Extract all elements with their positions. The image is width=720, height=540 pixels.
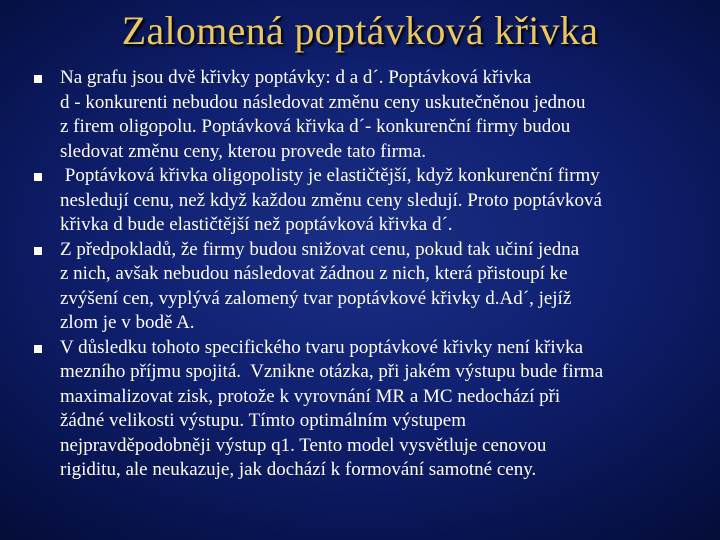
bullet-line: nesledují cenu, než když každou změnu ceny sledují. Proto poptávková (60, 189, 602, 211)
bullet-list (32, 66, 712, 483)
bullet-line: V důsledku tohoto specifického tvaru poptávkové křivky není křivka (60, 336, 584, 358)
bullet-item-1 (32, 66, 712, 164)
bullet-line: d - konkurenti nebudou následovat změnu ceny uskutečněnou jednou (60, 91, 586, 113)
square-bullet-icon (34, 345, 42, 353)
bullet-item-4 (32, 336, 712, 483)
bullet-line: z firem oligopolu. Poptávková křivka d´- konkurenční firmy budou (60, 116, 571, 137)
bullet-line: Na grafu jsou dvě křivky poptávky: d a d´. Poptávková křivka (60, 67, 532, 88)
slide-title: Zalomená poptávková křivka (121, 8, 599, 53)
bullet-line: z nich, avšak nebudou následovat žádnou z nich, která přistoupí ke (60, 263, 568, 284)
bullet-line: nejpravděpodobněji výstup q1. Tento model vysvětluje cenovou (60, 434, 547, 456)
bullet-item-2 (32, 164, 712, 238)
square-bullet-icon (34, 247, 42, 255)
bullet-line: sledovat změnu ceny, kterou provede tato firma. (60, 140, 426, 162)
bullet-line: Poptávková křivka oligopolisty je elastičtější, když konkurenční firmy (60, 165, 600, 186)
bullet-line: maximalizovat zisk, protože k vyrovnání MR a MC nedochází při (60, 385, 561, 407)
bullet-line: zlom je v bodě A. (60, 312, 195, 333)
square-bullet-icon (34, 75, 42, 83)
bullet-line: mezního příjmu spojitá. Vznikne otázka, při jakém výstupu bude firma (60, 361, 604, 382)
bullet-item-3 (32, 238, 712, 336)
bullet-line: křivka d bude elastičtější než poptávková křivka d´. (60, 214, 453, 235)
square-bullet-icon (34, 173, 42, 181)
bullet-line: žádné velikosti výstupu. Tímto optimálním výstupem (60, 410, 467, 431)
bullet-line: zvýšení cen, vyplývá zalomený tvar poptávkové křivky d.Ad´, jejíž (60, 287, 572, 309)
bullet-line: rigiditu, ale neukazuje, jak dochází k formování samotné ceny. (60, 459, 537, 480)
bullet-line: Z předpokladů, že firmy budou snižovat cenu, pokud tak učiní jedna (60, 238, 580, 260)
